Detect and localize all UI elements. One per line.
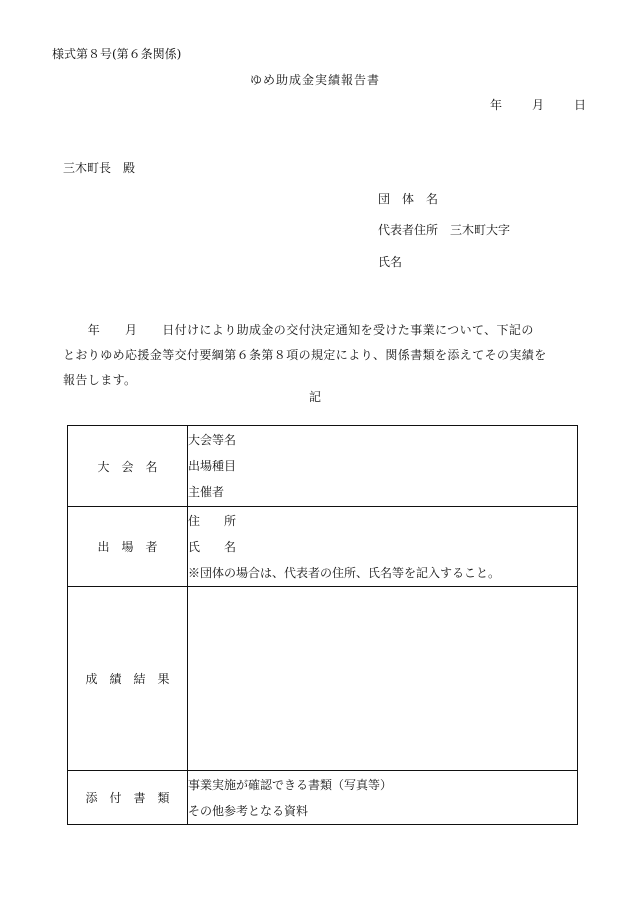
report-table — [67, 425, 578, 825]
seiseki-cell — [188, 587, 578, 771]
org-address-value: 三木町大字 — [450, 223, 511, 237]
table-row-shutsujo — [68, 507, 578, 587]
body-line-3: 報告します。 — [63, 373, 137, 387]
date-day: 日 — [574, 98, 587, 112]
taikai-cell — [188, 426, 578, 507]
body-line-2: とおりゆめ応援金等交付要綱第６条第８項の規定により、関係書類を添えてその実績を — [63, 348, 547, 362]
taikai-item-event: 出場種目 — [188, 459, 237, 473]
shutsujo-item-address: 住 所 — [188, 513, 237, 528]
ki-heading: 記 — [308, 390, 321, 404]
document-title: ゆめ助成金実績報告書 — [249, 73, 380, 87]
tenpu-label: 添 付 書 類 — [68, 771, 188, 825]
body-text — [63, 318, 577, 393]
org-name-label: 団 体 名 — [378, 192, 439, 206]
tenpu-item-photos: 事業実施が確認できる書類（写真等） — [188, 777, 393, 792]
addressee: 三木町長 殿 — [63, 161, 136, 175]
org-address-label: 代表者住所 — [378, 223, 439, 237]
tenpu-item-other: その他参考となる資料 — [188, 803, 309, 818]
body-line-1: 年 月 日付けにより助成金の交付決定通知を受けた事業について、下記の — [63, 323, 534, 337]
date-month: 月 — [532, 98, 545, 112]
shutsujo-item-note: ※団体の場合は、代表者の住所、氏名等を記入すること。 — [188, 565, 501, 580]
shutsujo-item-name: 氏 名 — [188, 539, 237, 554]
shutsujo-label: 出 場 者 — [68, 507, 188, 587]
table-row-tenpu — [68, 771, 578, 825]
org-person-label: 氏名 — [378, 255, 403, 269]
date-line — [490, 98, 586, 112]
shutsujo-cell — [188, 507, 578, 587]
table-row-seiseki — [68, 587, 578, 771]
taikai-label: 大 会 名 — [68, 426, 188, 507]
taikai-item-name: 大会等名 — [188, 433, 237, 447]
table-row-taikai — [68, 426, 578, 507]
form-number: 様式第８号(第６条関係) — [52, 47, 182, 61]
org-address — [378, 223, 510, 237]
seiseki-label: 成 績 結 果 — [68, 587, 188, 771]
taikai-item-organizer: 主催者 — [188, 485, 225, 499]
date-year: 年 — [490, 98, 503, 112]
tenpu-cell — [188, 771, 578, 825]
